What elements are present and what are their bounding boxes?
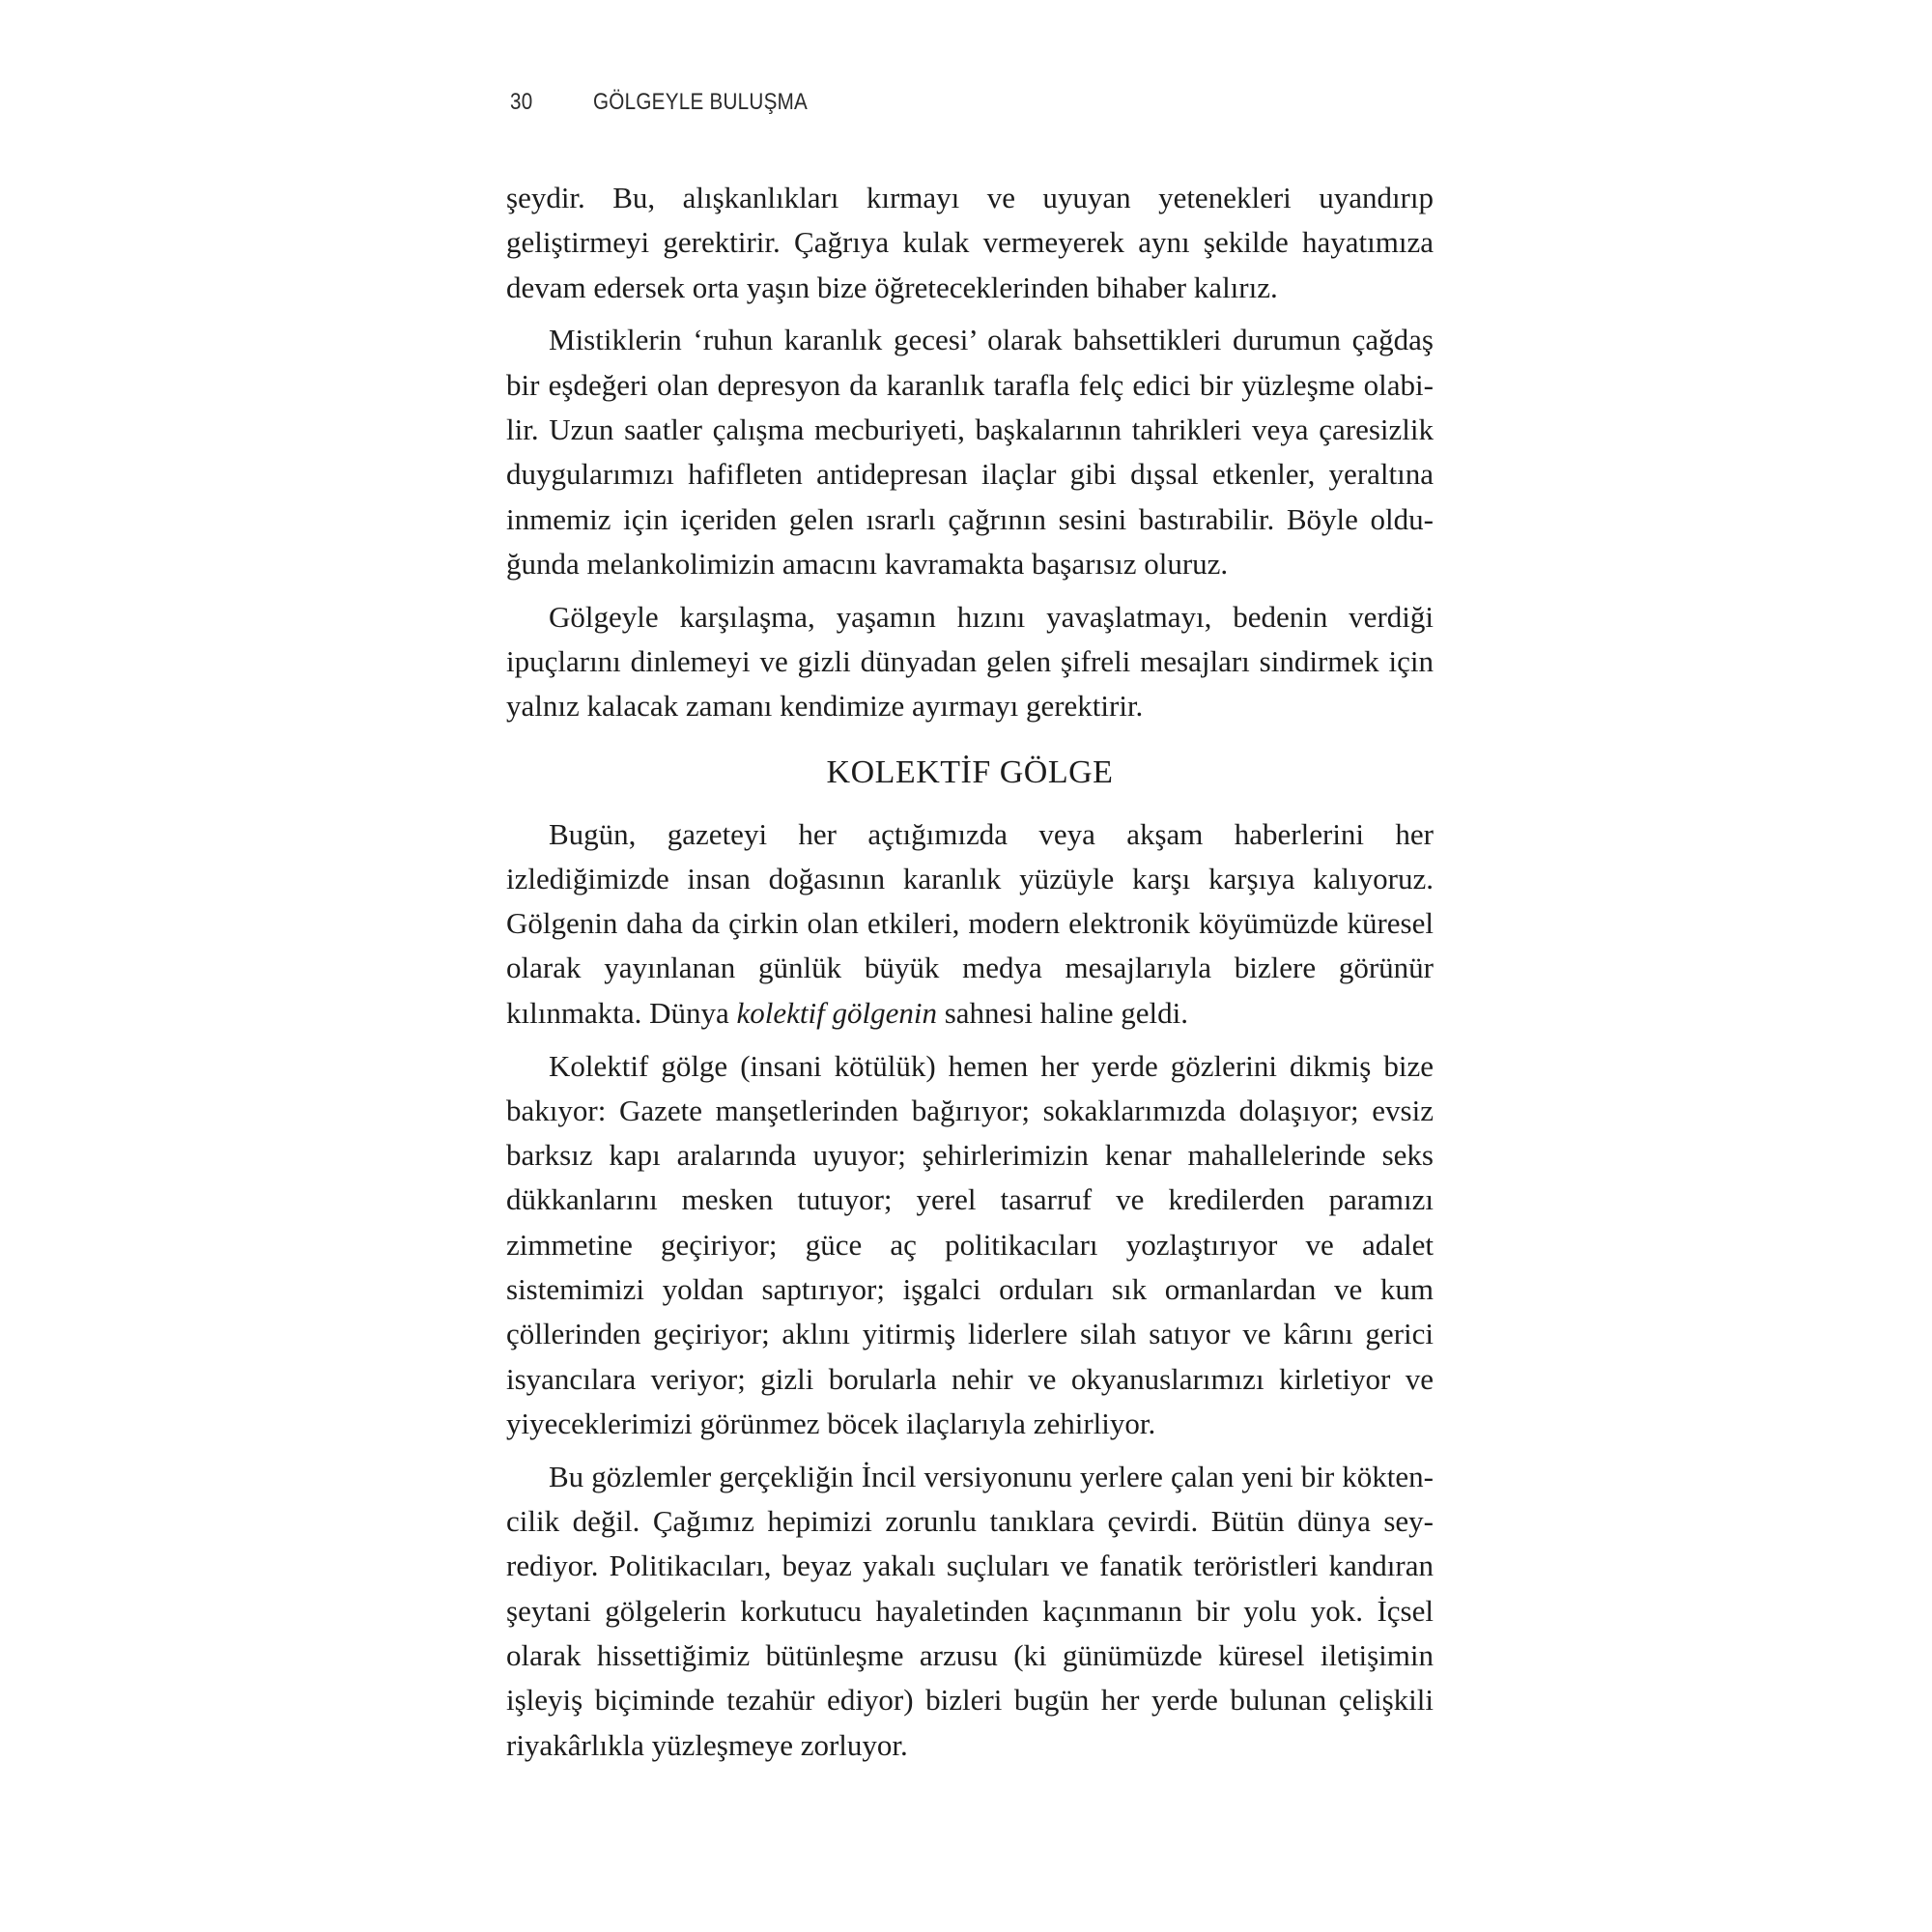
section-title: KOLEKTİF GÖLGE bbox=[826, 753, 1114, 790]
body-text bbox=[506, 176, 1434, 1776]
paragraph-4-end: sahnesi haline geldi. bbox=[936, 995, 1188, 1030]
running-title: GÖLGEYLE BULUŞMA bbox=[593, 89, 809, 115]
paragraph-2: Mistiklerin ‘ruhun karanlık gecesi’ olarak bahsettikleri durumun çağdaş bir eşdeğeri olan depresyon da karanlık tarafla felç edici bir yüzleşme olabilir. Uzun saatler çalışma mecburiyeti, başkalarının tahrikleri veya çaresizlik duygularımızı hafifleten antidepresan ilaçlar gibi dışsal etkenler, yeraltına inmemiz için içeriden gelen ısrarlı çağrının sesini bastırabilir. Böyle olduğunda melankolimizin amacını kavramakta başarısız oluruz. bbox=[506, 323, 1434, 581]
paragraph-1: şeydir. Bu, alışkanlıkları kırmayı ve uyuyan yetenekleri uyandırıp geliştirmeyi gerektirir. Çağrıya kulak vermeyerek aynı şekilde hayatımıza devam edersek orta yaşın bize öğreteceklerinden bihaber kalırız. bbox=[506, 181, 1434, 304]
page-number: 30 bbox=[510, 89, 533, 115]
paragraph-4-text: Bugün, gazeteyi her açtığımızda veya akşam haberlerini her izlediğimizde insan doğasının karanlık yüzüyle karşı karşıya kalıyoruz. Gölgenin daha da çirkin olan etkileri, modern elektronik köyümüzde küresel olarak yayınlanan günlük büyük medya mesajlarıyla bizlere görünür kılınmakta. Dünya bbox=[506, 816, 1434, 1030]
running-header bbox=[510, 89, 808, 116]
paragraph-4-italic-term: kolektif gölgenin bbox=[736, 995, 937, 1030]
paragraph-6: Bu gözlemler gerçekliğin İncil versiyonunu yerlere çalan yeni bir köktencilik değil. Çağımız hepimizi zorunlu tanıklara çevirdi. Bütün dünya seyrediyor. Politikacıları, beyaz yakalı suçluları ve fanatik teröristleri kandıran şeytani gölgelerin korkutucu hayaletinden kaçınmanın bir yolu yok. İçsel olarak hissettiğimiz bütünleşme arzusu (ki günümüzde küresel iletişimin işleyiş biçiminde tezahür ediyor) bizleri bugün her yerde bulunan çelişkili riyakârlıkla yüzleşmeye zorluyor. bbox=[506, 1459, 1434, 1762]
paragraph-3: Gölgeyle karşılaşma, yaşamın hızını yavaşlatmayı, bedenin verdiği ipuçlarını dinlemeyi ve gizli dünyadan gelen şifreli mesajları sindirmek için yalnız kalacak zamanı kendimize ayırmayı gerektirir. bbox=[506, 599, 1434, 724]
paragraph-5: Kolektif gölge (insani kötülük) hemen her yerde gözlerini dikmiş bize bakıyor: Gazete manşetlerinden bağırıyor; sokaklarımızda dolaşıyor; evsiz barksız kapı aralarında uyuyor; şehirlerimizin kenar mahallelerinde seks dükkanlarını mesken tutuyor; yerel tasarruf ve kredilerden paramızı zimmetine geçiriyor; güce aç politikacıları yozlaştırıyor ve adalet sistemimizi yoldan saptırıyor; işgalci orduları sık ormanlardan ve kum çöllerinden geçiriyor; aklını yitirmiş liderlere silah satıyor ve kârını gerici isyancılara veriyor; gizli borularla nehir ve okyanuslarımızı kirletiyor ve yiyeceklerimizi görünmez böcek ilaçlarıyla zehirliyor. bbox=[506, 1048, 1434, 1440]
paragraph-4 bbox=[506, 812, 1434, 1036]
